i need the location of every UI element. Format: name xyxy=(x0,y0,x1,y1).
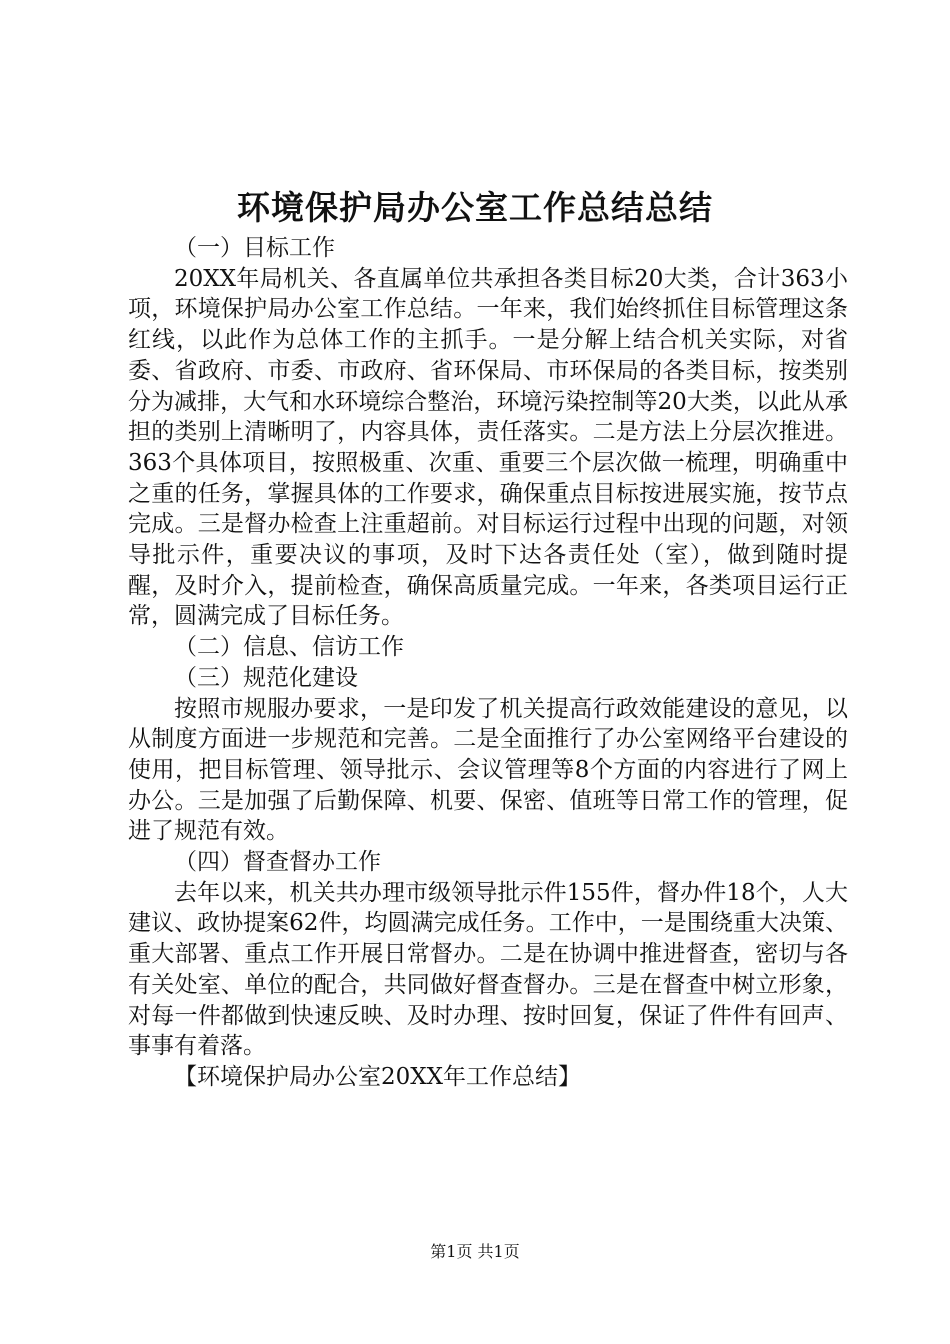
section-heading-supervision: （四）督查督办工作 xyxy=(174,849,381,876)
paragraph-goals: 20XX年局机关、各直属单位共承担各类目标20大类，合计363小项，环境保护局办公室工作总结。一年来，我们始终抓住目标管理这条红线，以此作为总体工作的主抓手。一是分解上结合机关实际，对省委、省政府、市委、市政府、省环保局、市环保局的各类目标，按类别分为减排，大气和水环境综合整治，环境污染控制等20大类，以此从承担的类别上清晰明了，内容具体，责任落实。二是方法上分层次推进。363个具体项目，按照极重、次重、重要三个层次做一梳理，明确重中之重的任务，掌握具体的工作要求，确保重点目标按进展实施，按节点完成。三是督办检查上注重超前。对目标运行过程中出现的问题，对领导批示件，重要决议的事项，及时下达各责任处（室），做到随时提醒，及时介入，提前检查，确保高质量完成。一年来，各类项目运行正常，圆满完成了目标任务。 xyxy=(128,265,848,630)
section-heading-standardization: （三）规范化建设 xyxy=(174,664,358,691)
closing-bracket-title: 【环境保护局办公室20XX年工作总结】 xyxy=(174,1063,582,1090)
section-heading-goals: （一）目标工作 xyxy=(174,235,335,261)
section-heading-info: （二）信息、信访工作 xyxy=(174,634,404,661)
paragraph-standardization: 按照市规服办要求，一是印发了机关提高行政效能建设的意见，以从制度方面进一步规范和完善。二是全面推行了办公室网络平台建设的使用，把目标管理、领导批示、会议管理等8个方面的内容进行了网上办公。三是加强了后勤保障、机要、保密、值班等日常工作的管理，促进了规范有效。 xyxy=(128,695,848,845)
paragraph-supervision: 去年以来，机关共办理市级领导批示件155件，督办件18个，人大建议、政协提案62件，均圆满完成任务。工作中，一是围绕重大决策、重大部署、重点工作开展日常督办。二是在协调中推进督查，密切与各有关处室、单位的配合，共同做好督查督办。三是在督查中树立形象，对每一件都做到快速反映、及时办理、按时回复，保证了件件有回声、事事有着落。 xyxy=(128,879,848,1060)
page-footer: 第1页 共1页 xyxy=(430,1242,520,1261)
document-body xyxy=(128,233,848,1093)
document-title: 环境保护局办公室工作总结总结 xyxy=(237,188,713,227)
